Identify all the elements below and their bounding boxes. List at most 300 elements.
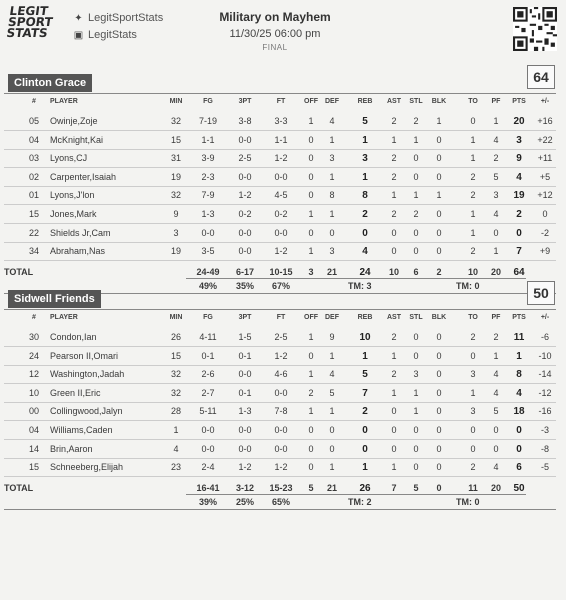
- column-header: REB: [357, 314, 373, 321]
- player-name: Lyons,CJ: [50, 153, 88, 164]
- twitter-handle-text: LegitSportStats: [88, 12, 164, 24]
- stat-cell: 0: [308, 153, 314, 164]
- stat-cell: 19: [170, 171, 181, 182]
- stat-cell: 3-9: [201, 153, 215, 164]
- stat-cell: 0: [413, 462, 419, 473]
- stat-cell: 1: [391, 134, 397, 145]
- player-name: Abraham,Nas: [50, 246, 106, 257]
- stat-cell: 4: [516, 387, 522, 399]
- stat-cell: 0-0: [274, 171, 288, 182]
- stat-cell: 1: [470, 134, 476, 145]
- stat-cell: 1: [173, 425, 179, 435]
- stat-cell: 0: [413, 171, 419, 182]
- stat-cell: 2: [413, 116, 419, 126]
- column-header: BLK: [431, 314, 447, 321]
- stat-cell: 5: [362, 369, 368, 381]
- total-cell: 10-15: [269, 266, 293, 277]
- total-cell: 3-12: [235, 482, 254, 493]
- header-divider: [4, 309, 556, 310]
- stat-cell: 4: [173, 443, 179, 454]
- stat-cell: 2-5: [238, 153, 252, 164]
- stat-cell: +11: [537, 153, 553, 164]
- stat-cell: 7: [516, 246, 522, 258]
- column-header: TO: [468, 314, 478, 321]
- row-divider: [4, 260, 556, 261]
- player-name: Collingwood,Jalyn: [50, 406, 123, 417]
- stat-cell: 0: [308, 443, 314, 454]
- stat-cell: 12: [28, 369, 39, 380]
- logo-line: STATS: [5, 26, 49, 40]
- stat-cell: +12: [537, 190, 553, 201]
- stat-cell: 0: [413, 153, 419, 164]
- stat-cell: 03: [28, 153, 39, 164]
- stat-cell: 0-0: [201, 227, 215, 238]
- percentage-cell: 35%: [235, 280, 254, 291]
- instagram-icon: ▣: [73, 30, 84, 41]
- stat-cell: 2: [470, 332, 476, 342]
- total-cell: 6-17: [235, 266, 254, 277]
- stat-cell: 3: [470, 406, 476, 417]
- stat-cell: 0: [470, 443, 476, 454]
- stat-cell: 19: [170, 246, 181, 257]
- stat-cell: 8: [516, 369, 522, 381]
- player-name: Brin,Aaron: [50, 443, 93, 454]
- stat-cell: -3: [540, 425, 549, 435]
- total-label: TOTAL: [4, 266, 34, 277]
- stat-cell: 4-11: [199, 332, 217, 342]
- stat-cell: 1-2: [274, 462, 288, 473]
- stat-cell: 0: [436, 387, 442, 398]
- total-cell: 64: [513, 266, 525, 278]
- stat-cell: 1-2: [274, 153, 288, 164]
- stat-cell: 0: [329, 443, 335, 454]
- total-cell: 10: [388, 266, 399, 277]
- stat-cell: 6: [516, 462, 522, 474]
- stat-cell: 9: [329, 332, 335, 342]
- column-header: +/-: [540, 314, 550, 321]
- stat-cell: 1: [391, 387, 397, 398]
- stat-cell: 0-0: [201, 443, 215, 454]
- stat-cell: 1: [391, 462, 397, 473]
- column-header: PTS: [512, 314, 526, 321]
- stat-cell: 0: [329, 425, 335, 435]
- stat-cell: 0: [436, 209, 442, 219]
- stat-cell: 1-2: [238, 462, 252, 473]
- team-score-box: 64: [527, 65, 555, 89]
- stat-cell: 0: [391, 406, 397, 417]
- stat-cell: 2: [413, 209, 419, 219]
- total-cell: 24: [359, 266, 371, 278]
- logo-line: SPORT: [7, 15, 54, 29]
- column-header: PLAYER: [50, 98, 78, 105]
- column-header-row: [4, 311, 556, 328]
- player-name: Lyons,J'lon: [50, 190, 95, 201]
- stat-cell: 4: [516, 171, 522, 183]
- column-header: #: [32, 314, 36, 321]
- game-title: Military on Mayhem: [219, 10, 331, 24]
- player-name: Condon,Ian: [50, 332, 97, 342]
- stat-cell: 4: [329, 116, 335, 126]
- stat-cell: 04: [28, 134, 39, 145]
- team-rebounds: TM: 2: [348, 496, 372, 507]
- stat-cell: 2: [470, 462, 476, 473]
- stat-cell: 1: [329, 406, 335, 417]
- player-name: Schneeberg,Elijah: [50, 462, 124, 473]
- stat-cell: 2-3: [201, 171, 215, 182]
- stat-cell: 3: [413, 369, 419, 380]
- stat-cell: 2: [391, 332, 397, 342]
- stat-cell: 10: [359, 332, 371, 343]
- stat-cell: 1: [308, 369, 314, 380]
- stat-cell: 2: [391, 369, 397, 380]
- stat-cell: 0: [436, 443, 442, 454]
- stat-cell: 0: [436, 134, 442, 145]
- column-header: DEF: [325, 314, 339, 321]
- stat-cell: 32: [170, 116, 181, 126]
- stat-cell: 0-0: [274, 227, 288, 238]
- stat-cell: 15: [28, 462, 39, 473]
- stat-cell: 3: [470, 369, 476, 380]
- stat-cell: 05: [28, 116, 39, 126]
- stat-cell: 1: [493, 350, 499, 361]
- stat-cell: 1: [470, 153, 476, 164]
- twitter-icon: ✦: [74, 13, 83, 24]
- stat-cell: 3-8: [238, 116, 252, 126]
- twitter-handle[interactable]: [72, 10, 163, 27]
- total-cell: 20: [490, 482, 501, 493]
- stat-cell: -16: [538, 406, 552, 417]
- stat-cell: 0: [470, 116, 476, 126]
- stat-cell: 0: [436, 350, 442, 361]
- stat-cell: 1: [308, 209, 314, 219]
- stat-cell: 0: [391, 443, 397, 454]
- stat-cell: +16: [537, 116, 553, 126]
- stat-cell: 0: [391, 246, 397, 257]
- player-row: [4, 385, 556, 402]
- total-cell: 6: [413, 266, 419, 277]
- stat-cell: 24: [28, 350, 39, 361]
- column-header: PTS: [512, 98, 526, 105]
- column-header: MIN: [169, 314, 183, 321]
- stat-cell: 0: [308, 227, 314, 238]
- column-header: STL: [409, 314, 423, 321]
- column-header: FT: [276, 98, 286, 105]
- qr-code-icon: [513, 7, 557, 51]
- stat-cell: 1: [436, 190, 442, 201]
- stat-cell: 5-11: [199, 406, 217, 417]
- stat-cell: 10: [28, 387, 39, 398]
- player-name: McKnight,Kai: [50, 134, 104, 145]
- stat-cell: 3-3: [274, 116, 288, 126]
- player-row: [4, 187, 556, 204]
- stat-cell: 0-0: [238, 134, 252, 145]
- total-cell: 26: [359, 482, 371, 494]
- stat-cell: 0: [413, 350, 419, 361]
- player-name: Williams,Caden: [50, 425, 113, 435]
- stat-cell: 9: [516, 153, 522, 165]
- stat-cell: 1: [436, 116, 442, 126]
- row-divider: [4, 476, 556, 477]
- stat-cell: 01: [28, 190, 39, 201]
- stat-cell: 1: [391, 350, 397, 361]
- stat-cell: 22: [28, 227, 39, 238]
- instagram-handle-text: LegitStats: [88, 29, 137, 41]
- total-cell: 16-41: [196, 482, 220, 493]
- stat-cell: 0-0: [238, 369, 252, 380]
- stat-cell: 2: [391, 116, 397, 126]
- percentage-cell: 65%: [271, 496, 290, 507]
- stat-cell: 20: [513, 116, 525, 127]
- column-header: PF: [491, 314, 501, 321]
- stat-cell: 0: [413, 246, 419, 257]
- column-header: REB: [357, 98, 373, 105]
- stat-cell: 3: [362, 153, 368, 165]
- stat-cell: 0: [413, 425, 419, 435]
- stat-cell: 7-19: [198, 116, 217, 126]
- stat-cell: 0-0: [238, 443, 252, 454]
- column-header: AST: [387, 314, 401, 321]
- stat-cell: 0: [493, 425, 499, 435]
- percentage-cell: 39%: [198, 496, 217, 507]
- stat-cell: 0: [436, 406, 442, 417]
- game-datetime: 11/30/25 06:00 pm: [229, 28, 321, 40]
- stat-cell: 1: [329, 350, 335, 361]
- percentage-cell: 67%: [271, 280, 290, 291]
- stat-cell: 18: [513, 406, 525, 418]
- stat-cell: 1: [362, 171, 368, 183]
- stat-cell: 1-3: [201, 209, 215, 219]
- player-name: Owinje,Zoje: [50, 116, 98, 126]
- stat-cell: 2-4: [201, 462, 215, 473]
- team-name-label: Clinton Grace: [8, 74, 92, 92]
- stat-cell: 15: [170, 350, 181, 361]
- stat-cell: 28: [170, 406, 181, 417]
- team-turnovers: TM: 0: [456, 280, 480, 291]
- stat-cell: 2: [391, 209, 397, 219]
- stat-cell: 4-6: [274, 369, 288, 380]
- stat-cell: 0-0: [274, 425, 288, 435]
- stat-cell: 2: [470, 190, 476, 201]
- stat-cell: 1: [413, 190, 419, 201]
- stat-cell: 0: [436, 369, 442, 380]
- stat-cell: 1: [308, 246, 314, 257]
- section-bottom-rule: [4, 509, 556, 510]
- total-cell: 24-49: [196, 266, 220, 277]
- stat-cell: 0: [436, 171, 442, 182]
- stat-cell: 11: [513, 332, 525, 343]
- total-cell: 10: [467, 266, 478, 277]
- player-row: [4, 225, 556, 242]
- stat-cell: 3: [173, 227, 179, 238]
- total-cell: 50: [513, 482, 525, 494]
- stat-cell: 0-1: [238, 387, 252, 398]
- stat-cell: 0: [436, 153, 442, 164]
- stat-cell: 2: [391, 171, 397, 182]
- stat-cell: 4: [493, 369, 499, 380]
- player-row: [4, 441, 556, 458]
- stat-cell: 3: [329, 246, 335, 257]
- player-row: [4, 459, 556, 476]
- player-name: Green II,Eric: [50, 387, 101, 398]
- stat-cell: 1: [329, 209, 335, 219]
- stat-cell: 0-0: [238, 227, 252, 238]
- stat-cell: 2: [493, 332, 499, 342]
- stat-cell: 1: [413, 387, 419, 398]
- stat-cell: 3-5: [201, 246, 215, 257]
- stat-cell: 3: [493, 190, 499, 201]
- stat-cell: 0-0: [238, 425, 252, 435]
- stat-cell: 2: [516, 209, 522, 220]
- team-rebounds: TM: 3: [348, 280, 372, 291]
- stat-cell: 0: [436, 425, 442, 435]
- stat-cell: 0: [308, 462, 314, 473]
- stat-cell: 5: [493, 171, 499, 182]
- stat-cell: -10: [538, 350, 552, 361]
- stat-cell: 2: [308, 387, 314, 398]
- stat-cell: 8: [362, 190, 368, 202]
- total-cell: 2: [436, 266, 442, 277]
- game-info: [200, 10, 350, 52]
- stat-cell: 1: [413, 406, 419, 417]
- stat-cell: 1-5: [238, 332, 252, 342]
- stat-cell: 31: [170, 153, 181, 164]
- stat-cell: 2-7: [201, 387, 215, 398]
- stat-cell: 1: [413, 134, 419, 145]
- column-header: FG: [203, 98, 213, 105]
- column-header: +/-: [540, 98, 550, 105]
- stat-cell: -2: [540, 227, 549, 238]
- column-header: BLK: [431, 98, 447, 105]
- team-name-label: Sidwell Friends: [8, 290, 101, 308]
- stat-cell: 4-5: [274, 190, 288, 201]
- stat-cell: 0-0: [201, 425, 215, 435]
- stat-cell: 14: [28, 443, 39, 454]
- column-header-row: [4, 95, 556, 112]
- instagram-handle[interactable]: [72, 27, 163, 44]
- player-row: [4, 348, 556, 365]
- stat-cell: 34: [28, 246, 39, 257]
- stat-cell: 1: [362, 134, 368, 146]
- stat-cell: 2-5: [274, 332, 288, 342]
- stat-cell: 0-1: [238, 350, 252, 361]
- stat-cell: 2: [391, 153, 397, 164]
- stat-cell: 0-0: [238, 171, 252, 182]
- stat-cell: +5: [539, 171, 551, 182]
- total-cell: 7: [391, 482, 397, 493]
- stat-cell: 0: [542, 209, 548, 219]
- stat-cell: 0: [308, 171, 314, 182]
- brand-logo: [6, 6, 69, 39]
- stat-cell: 15: [170, 134, 181, 145]
- stat-cell: 0: [413, 332, 419, 342]
- player-row: [4, 132, 556, 149]
- stat-cell: 0: [413, 443, 419, 454]
- stat-cell: 30: [28, 332, 39, 342]
- stat-cell: 1: [362, 462, 368, 474]
- player-row: [4, 206, 556, 223]
- stat-cell: 0: [362, 443, 368, 455]
- stat-cell: -8: [540, 443, 549, 454]
- stat-cell: 1: [493, 246, 499, 257]
- stat-cell: 0: [308, 425, 314, 435]
- stat-cell: 4: [493, 134, 499, 145]
- game-status: FINAL: [262, 43, 288, 52]
- stat-cell: 1: [329, 134, 335, 145]
- team-score-box: 50: [527, 281, 555, 305]
- stat-cell: 0-2: [274, 209, 288, 219]
- stat-cell: 1-2: [274, 246, 288, 257]
- column-header: #: [32, 98, 36, 105]
- stat-cell: 1: [470, 227, 476, 238]
- stat-cell: 1-1: [274, 134, 288, 145]
- stat-cell: 1: [516, 350, 522, 362]
- percentage-cell: 49%: [198, 280, 217, 291]
- stat-cell: 8: [329, 190, 335, 201]
- stat-cell: 0: [308, 134, 314, 145]
- player-name: Jones,Mark: [50, 209, 97, 219]
- column-header: PF: [491, 98, 501, 105]
- stat-cell: 1: [391, 190, 397, 201]
- player-row: [4, 329, 556, 346]
- player-row: [4, 366, 556, 383]
- total-cell: 20: [490, 266, 501, 277]
- column-header: STL: [409, 98, 423, 105]
- stat-cell: 15: [28, 209, 39, 219]
- stat-cell: 0-1: [201, 350, 215, 361]
- percentage-cell: 25%: [235, 496, 254, 507]
- stat-cell: 7-9: [201, 190, 215, 201]
- stat-cell: 1-1: [201, 134, 215, 145]
- social-handles: [72, 10, 163, 44]
- stat-cell: 0: [391, 425, 397, 435]
- player-row: [4, 243, 556, 260]
- stat-cell: 3: [516, 134, 522, 146]
- stat-cell: 0-0: [274, 387, 288, 398]
- stat-cell: -14: [538, 369, 552, 380]
- stat-cell: 0: [516, 425, 522, 436]
- stat-cell: 0: [391, 227, 397, 238]
- column-header: MIN: [169, 98, 183, 105]
- player-name: Carpenter,Isaiah: [50, 171, 117, 182]
- total-underline: [186, 494, 526, 495]
- stat-cell: 5: [329, 387, 335, 398]
- stat-cell: 0: [436, 462, 442, 473]
- stat-cell: 4: [493, 387, 499, 398]
- stat-cell: 1: [362, 350, 368, 362]
- stat-cell: 2: [493, 153, 499, 164]
- stat-cell: -6: [540, 332, 549, 342]
- column-header: TO: [468, 98, 478, 105]
- stat-cell: 1-2: [238, 190, 252, 201]
- total-cell: 0: [436, 482, 442, 493]
- stat-cell: 1: [493, 116, 499, 126]
- stat-cell: 0: [516, 443, 522, 455]
- stat-cell: 7: [362, 387, 368, 399]
- stat-cell: 5: [493, 406, 499, 417]
- column-header: OFF: [304, 314, 318, 321]
- stat-cell: -5: [540, 462, 549, 473]
- stat-cell: 0: [493, 227, 499, 238]
- stat-cell: 1: [470, 209, 476, 219]
- stat-cell: 4: [329, 369, 335, 380]
- player-row: [4, 422, 556, 439]
- stat-cell: 26: [170, 332, 181, 342]
- stat-cell: 4: [493, 209, 499, 219]
- stat-cell: 0-0: [274, 443, 288, 454]
- stat-cell: 2: [362, 406, 368, 418]
- stat-cell: 0: [329, 227, 335, 238]
- stat-cell: 32: [170, 387, 181, 398]
